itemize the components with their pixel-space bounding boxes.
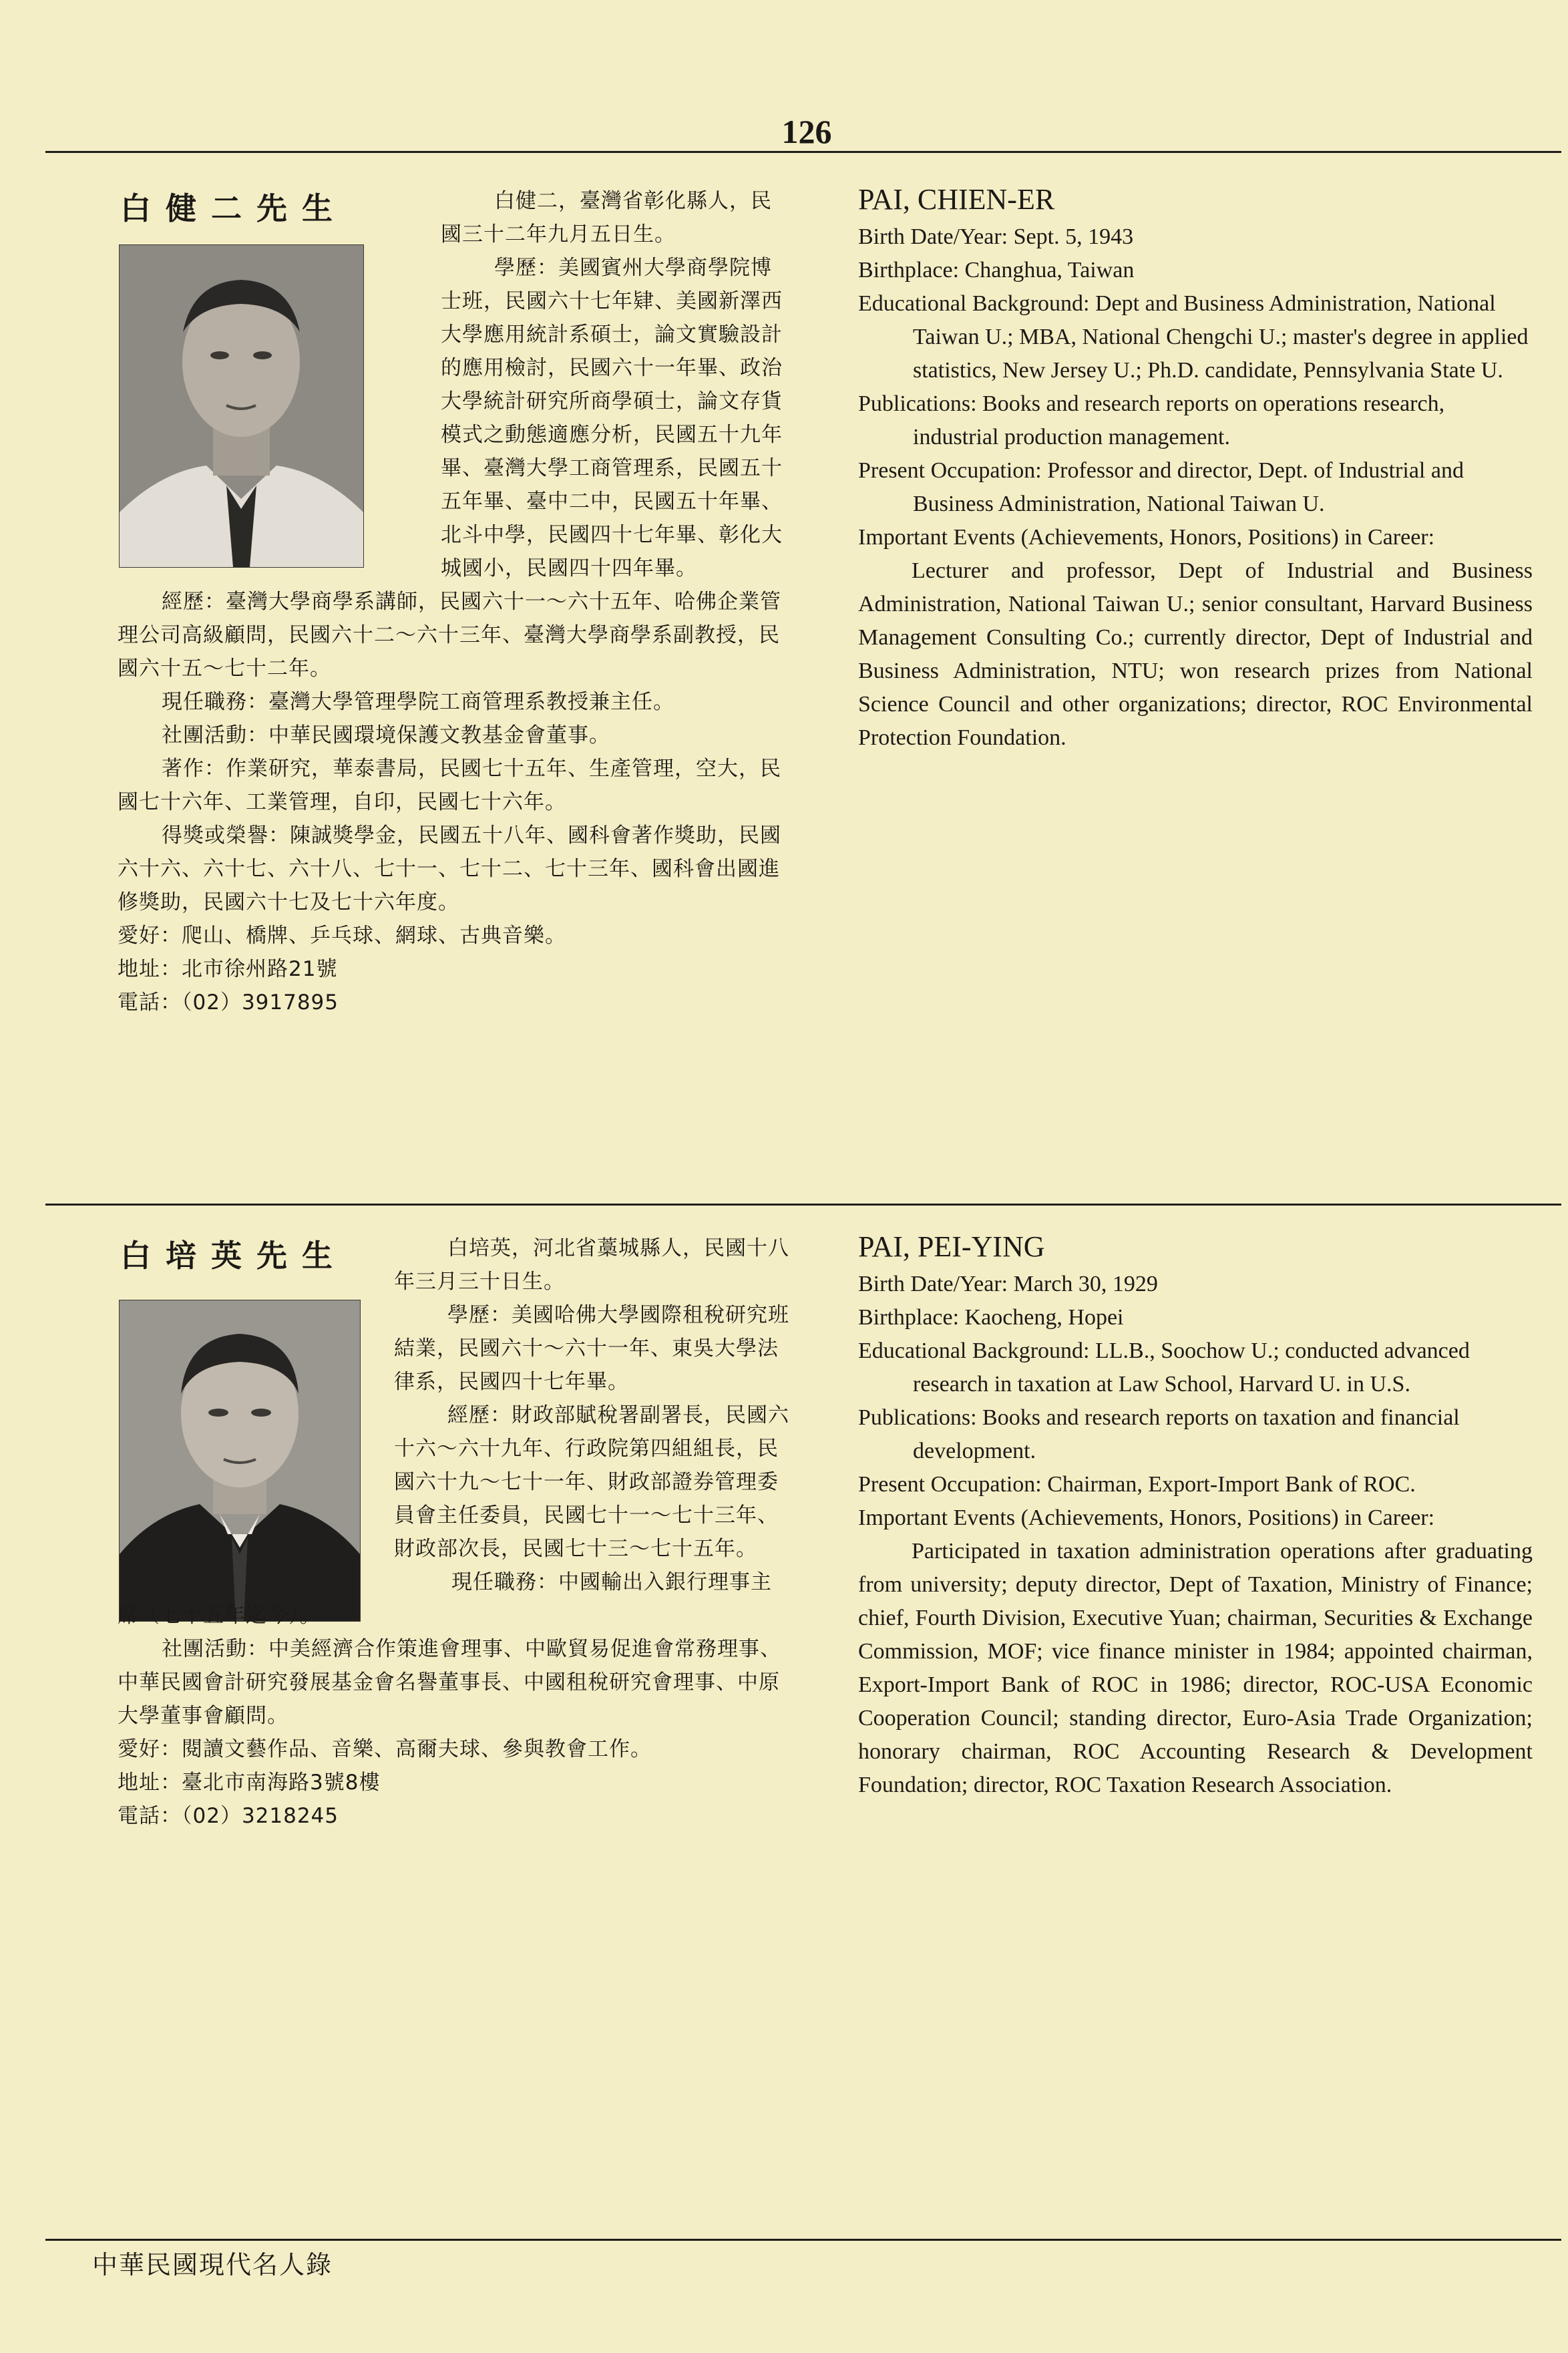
en-events-heading: Important Events (Achievements, Honors, Positions) in Career:: [858, 1505, 1435, 1530]
en-events-text: Lecturer and professor, Dept of Industrial and Business Administration, National Taiwan U.; senior consultant, Harvard Business Management Consulting Co.; currently director, Dept of Industrial and Business Administration, NTU; won research prizes from National Science Council and other organizations; director, ROC Environmental Protection Foundation.: [858, 558, 1533, 750]
zh-education: 學歷：美國哈佛大學國際租稅研究班結業，民國六十～六十一年、東吳大學法律系，民國四十七年畢。: [394, 1303, 789, 1394]
en-events-text: Participated in taxation administration operations after graduating from university; deputy director, Dept of Taxation, Ministry of Finance; chief, Fourth Division, Executive Yuan; chairman, Securities & Exchange Commission, MOF; vice finance minister in 1984; appointed chairman, Export-Import Bank of ROC in 1986; director, ROC-USA Economic Cooperation Council; standing director, Euro-Asia Trade Organization; honorary chairman, ROC Accounting Research & Development Foundation; director, ROC Taxation Research Association.: [858, 1539, 1533, 1797]
en-publications: Publications: Books and research reports on taxation and financial development.: [858, 1405, 1460, 1463]
page-number: 126: [781, 113, 832, 150]
en-occupation: Present Occupation: Chairman, Export-Import Bank of ROC.: [858, 1472, 1416, 1497]
bottom-rule: [45, 2239, 1561, 2241]
zh-experience: 經歷：臺灣大學商學系講師，民國六十一～六十五年、哈佛企業管理公司高級顧問，民國六十二～六十三年、臺灣大學商學系副教授，民國六十五～七十二年。: [118, 590, 781, 681]
en-education: Educational Background: LL.B., Soochow U.; conducted advanced research in taxation at Law School, Harvard U. in U.S.: [858, 1338, 1470, 1397]
en-publications: Publications: Books and research reports on operations research, industrial production management.: [858, 391, 1445, 449]
middle-rule: [45, 1204, 1561, 1206]
top-rule: [45, 151, 1561, 153]
zh-intro: 白培英，河北省藁城縣人，民國十八年三月三十日生。: [394, 1236, 789, 1294]
english-name: PAI, PEI-YING: [858, 1230, 1045, 1263]
en-birth-date: Birth Date/Year: Sept. 5, 1943: [858, 224, 1134, 249]
zh-experience: 經歷：財政部賦稅署副署長，民國六十六～六十九年、行政院第四組組長，民國六十九～七十一年、財政部證券管理委員會主任委員，民國七十一～七十三年、財政部次長，民國七十三～七十五年。: [394, 1403, 789, 1561]
en-events-heading: Important Events (Achievements, Honors, Positions) in Career:: [858, 525, 1435, 550]
en-birth-date: Birth Date/Year: March 30, 1929: [858, 1272, 1158, 1296]
zh-hobbies: 愛好：爬山、橋牌、乒乓球、網球、古典音樂。: [118, 924, 566, 948]
chinese-biography: [118, 184, 792, 1019]
zh-current-position: 現任職務：中國輸出入銀行理事主席（七十五年迄今）。: [118, 1570, 772, 1628]
en-birthplace: Birthplace: Changhua, Taiwan: [858, 258, 1135, 283]
zh-current-position: 現任職務：臺灣大學管理學院工商管理系教授兼主任。: [162, 690, 674, 714]
english-name: PAI, CHIEN-ER: [858, 183, 1055, 216]
zh-publications: 著作：作業研究，華泰書局，民國七十五年、生產管理，空大，民國七十六年、工業管理，自印，民國七十六年。: [118, 757, 781, 814]
english-biography: [858, 180, 1533, 755]
zh-hobbies: 愛好：閱讀文藝作品、音樂、高爾夫球、參與教會工作。: [118, 1737, 652, 1761]
zh-intro: 白健二，臺灣省彰化縣人，民國三十二年九月五日生。: [441, 189, 772, 246]
footer-title: 中華民國現代名人錄: [92, 2250, 333, 2280]
chinese-biography: [118, 1232, 792, 1833]
english-biography: [858, 1228, 1533, 1802]
en-birthplace: Birthplace: Kaocheng, Hopei: [858, 1305, 1124, 1330]
en-occupation: Present Occupation: Professor and director, Dept. of Industrial and Business Administration, National Taiwan U.: [858, 458, 1464, 516]
zh-address: 地址：北市徐州路21號: [118, 957, 338, 981]
en-education: Educational Background: Dept and Business Administration, National Taiwan U.; MBA, National Chengchi U.; master's degree in applied statistics, New Jersey U.; Ph.D. candidate, Pennsylvania State U.: [858, 291, 1529, 383]
zh-associations: 社團活動：中華民國環境保護文教基金會董事。: [162, 723, 610, 747]
zh-phone: 電話：（02）3917895: [118, 990, 339, 1015]
zh-education: 學歷：美國賓州大學商學院博士班，民國六十七年肄、美國新澤西大學應用統計系碩士，論文實驗設計的應用檢討，民國六十一年畢、政治大學統計研究所商學碩士，論文存貨模式之動態適應分析，民國五十九年畢、臺灣大學工商管理系，民國五十五年畢、臺中二中，民國五十年畢、北斗中學，民國四十七年畢、彰化大城國小，民國四十四年畢。: [441, 256, 783, 580]
chinese-name: 白培英先生: [120, 1238, 347, 1274]
zh-associations: 社團活動：中美經濟合作策進會理事、中歐貿易促進會常務理事、中華民國會計研究發展基金會名譽董事長、中國租稅研究會理事、中原大學董事會顧問。: [118, 1637, 781, 1728]
zh-awards: 得獎或榮譽：陳誠獎學金，民國五十八年、國科會著作獎助，民國六十六、六十七、六十八、七十一、七十二、七十三年、國科會出國進修獎助，民國六十七及七十六年度。: [118, 824, 781, 914]
zh-phone: 電話：（02）3218245: [118, 1804, 339, 1828]
zh-address: 地址：臺北市南海路3號8樓: [118, 1771, 381, 1795]
chinese-name: 白健二先生: [120, 190, 347, 226]
